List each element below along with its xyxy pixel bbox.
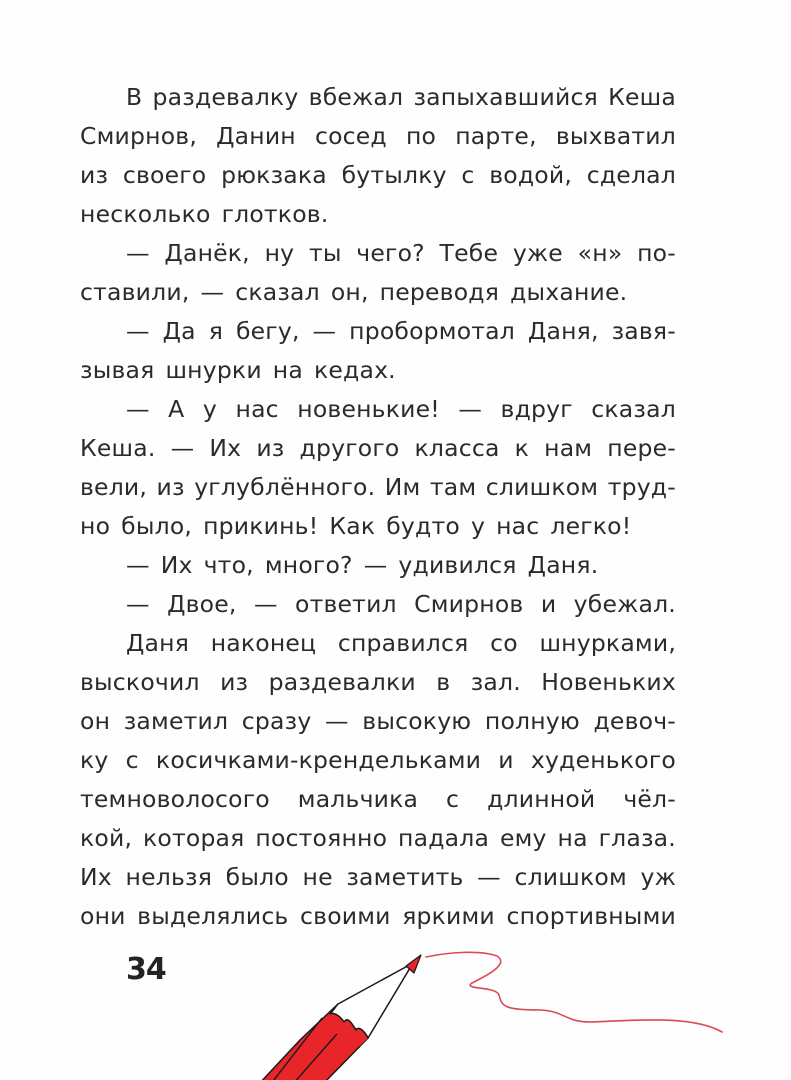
- word: яркими: [402, 902, 495, 930]
- word: к: [514, 434, 530, 462]
- word: пере-: [607, 434, 676, 462]
- word: Смирнов,: [80, 122, 197, 150]
- word: ответил: [295, 590, 397, 618]
- word: Да: [162, 317, 196, 345]
- word: со: [490, 629, 518, 657]
- word: А: [168, 395, 185, 423]
- text-line: [80, 546, 676, 585]
- pencil-body: [258, 1004, 368, 1080]
- word: шнурки: [165, 356, 262, 384]
- text-line: [80, 156, 676, 195]
- word: было: [225, 863, 289, 891]
- word: постоянно: [255, 824, 388, 852]
- text-line: [80, 390, 676, 429]
- word: из: [156, 473, 185, 501]
- word: сказал: [235, 278, 320, 306]
- word: высокую: [362, 707, 472, 735]
- word: из: [256, 434, 285, 462]
- word: удивился: [398, 551, 517, 579]
- word: но: [80, 512, 111, 540]
- word: вдруг: [500, 395, 573, 423]
- word: переводя: [379, 278, 500, 306]
- word: на: [557, 824, 588, 852]
- word: —: [363, 551, 388, 579]
- word: «н»: [577, 239, 623, 267]
- word: мальчика: [297, 785, 419, 813]
- word: другого: [299, 434, 400, 462]
- text-line: [80, 273, 676, 312]
- word: там: [429, 473, 477, 501]
- word: —: [126, 395, 150, 423]
- text-line: [80, 663, 676, 702]
- word: —: [126, 551, 150, 579]
- word: не: [302, 863, 333, 891]
- word: зывая: [80, 356, 155, 384]
- word: водой,: [489, 161, 573, 189]
- word: глаза.: [598, 824, 676, 852]
- word: у: [470, 512, 486, 540]
- word: нельзя: [125, 863, 213, 891]
- word: заметил: [123, 707, 229, 735]
- text-line: [80, 351, 676, 390]
- word: Тебе: [439, 239, 499, 267]
- word: по-: [637, 239, 676, 267]
- word: и: [540, 590, 557, 618]
- word: выхватил: [555, 122, 676, 150]
- word: убежал.: [573, 590, 676, 618]
- word: зал.: [470, 668, 521, 696]
- word: Им: [384, 473, 421, 501]
- word: пробормотал: [349, 317, 516, 345]
- word: Новеньких: [541, 668, 676, 696]
- word: сразу: [241, 707, 312, 735]
- word: Данёк,: [164, 239, 250, 267]
- text-line: [80, 624, 676, 663]
- word: будто: [386, 512, 460, 540]
- pencil-lead-tip: [406, 955, 421, 973]
- word: нам: [544, 434, 593, 462]
- word: наконец: [210, 629, 317, 657]
- text-line: [80, 312, 676, 351]
- text-line: [80, 78, 676, 117]
- word: класса: [414, 434, 500, 462]
- word: длинной: [487, 785, 596, 813]
- word: —: [458, 395, 483, 423]
- word: по: [405, 122, 437, 150]
- word: кой,: [80, 824, 133, 852]
- word: с: [446, 785, 460, 813]
- word: они: [80, 902, 126, 930]
- text-line: [80, 117, 676, 156]
- word: дыхание.: [510, 278, 628, 306]
- body-text: [80, 78, 676, 936]
- word: ему: [499, 824, 547, 852]
- word: ку: [80, 746, 109, 774]
- word: —: [312, 317, 337, 345]
- word: слишком: [514, 863, 627, 891]
- word: —: [200, 278, 225, 306]
- word: рюкзака: [221, 161, 327, 189]
- text-line: [80, 585, 676, 624]
- word: много?: [264, 551, 353, 579]
- word: и: [498, 746, 514, 774]
- text-line: [80, 780, 676, 819]
- word: темноволосого: [80, 785, 270, 813]
- word: глотков.: [221, 200, 329, 228]
- word: из: [220, 668, 249, 696]
- word: Их: [160, 551, 193, 579]
- word: с: [461, 161, 475, 189]
- word: девоч-: [593, 707, 676, 735]
- text-line: [80, 741, 676, 780]
- word: уже: [512, 239, 563, 267]
- text-line: [80, 702, 676, 741]
- text-line: [80, 507, 676, 546]
- word: —: [325, 707, 349, 735]
- word: слишком: [485, 473, 599, 501]
- word: сказал: [591, 395, 676, 423]
- word: —: [253, 590, 278, 618]
- word: у: [202, 395, 218, 423]
- word: Как: [329, 512, 376, 540]
- word: заметить: [346, 863, 464, 891]
- word: Смирнов: [414, 590, 524, 618]
- word: кедах.: [313, 356, 396, 384]
- word: —: [126, 239, 150, 267]
- page-number: 34: [126, 952, 166, 987]
- word: ставили,: [80, 278, 190, 306]
- word: —: [126, 590, 150, 618]
- word: ты: [308, 239, 342, 267]
- text-line: [80, 195, 676, 234]
- word: полную: [484, 707, 580, 735]
- word: уж: [640, 863, 676, 891]
- word: бутылку: [341, 161, 447, 189]
- word: Даня: [126, 629, 190, 657]
- word: бегу,: [235, 317, 300, 345]
- word: падала: [398, 824, 490, 852]
- text-line: [80, 429, 676, 468]
- word: завя-: [611, 317, 676, 345]
- word: с: [125, 746, 139, 774]
- word: что,: [203, 551, 254, 579]
- word: углублённого.: [194, 473, 376, 501]
- word: вели,: [80, 473, 148, 501]
- word: Их: [80, 863, 112, 891]
- text-line: [80, 897, 676, 936]
- word: запыхавшийся: [413, 83, 598, 111]
- word: Кеша.: [80, 434, 156, 462]
- word: раздевалки: [268, 668, 416, 696]
- word: нас: [235, 395, 279, 423]
- word: Даня.: [527, 551, 599, 579]
- word: спортивными: [506, 902, 676, 930]
- word: которая: [143, 824, 245, 852]
- word: вбежал: [308, 83, 404, 111]
- text-line: [80, 468, 676, 507]
- word: шнурками,: [539, 629, 676, 657]
- word: нас: [496, 512, 540, 540]
- word: парте,: [455, 122, 537, 150]
- word: справился: [337, 629, 469, 657]
- word: —: [477, 863, 501, 891]
- word: труд-: [607, 473, 676, 501]
- word: своими: [300, 902, 391, 930]
- word: —: [126, 317, 150, 345]
- word: раздевалку: [152, 83, 299, 111]
- word: Двое,: [167, 590, 237, 618]
- word: новенькие!: [297, 395, 440, 423]
- word: косичками-крендельками: [155, 746, 482, 774]
- word: я: [208, 317, 224, 345]
- text-line: [80, 819, 676, 858]
- word: чего?: [356, 239, 425, 267]
- word: чёл-: [623, 785, 676, 813]
- word: сосед: [314, 122, 387, 150]
- word: сделал: [586, 161, 676, 189]
- word: прикинь!: [203, 512, 319, 540]
- word: Кеша: [608, 83, 676, 111]
- word: Их: [209, 434, 242, 462]
- pencil-wood-cone: [330, 963, 413, 1038]
- word: —: [170, 434, 195, 462]
- text-line: [80, 858, 676, 897]
- word: Даня,: [527, 317, 599, 345]
- word: несколько: [80, 200, 211, 228]
- word: выскочил: [80, 668, 200, 696]
- word: было,: [121, 512, 193, 540]
- word: из: [80, 161, 109, 189]
- pencil-squiggle-line: [426, 952, 722, 1032]
- word: на: [272, 356, 303, 384]
- word: он,: [330, 278, 369, 306]
- word: в: [436, 668, 451, 696]
- word: выделялись: [137, 902, 289, 930]
- word: ну: [264, 239, 295, 267]
- text-line: [80, 234, 676, 273]
- word: худенького: [530, 746, 676, 774]
- word: легко!: [550, 512, 632, 540]
- word: своего: [122, 161, 207, 189]
- word: В: [126, 83, 143, 111]
- word: он: [80, 707, 111, 735]
- word: Данин: [216, 122, 296, 150]
